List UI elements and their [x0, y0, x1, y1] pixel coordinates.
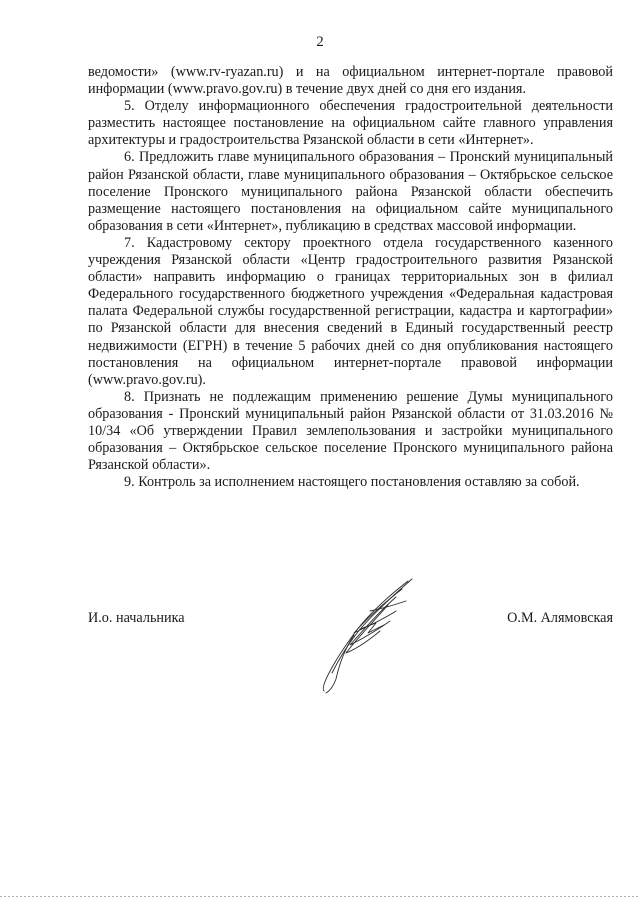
scan-edge-line [0, 896, 640, 897]
paragraph-8: 8. Признать не подлежащим применению решение Думы муниципального образования - Пронский муниципальный район Рязанской области от 31.03.2016 № 10/34 «Об утверждении Правил землепользования и застройки муниципального образования – Октябрьское сельское поселение Пронского муниципального района Рязанской области». [88, 388, 613, 474]
paragraph-7: 7. Кадастровому сектору проектного отдела государственного казенного учреждения Рязанской области «Центр градостроительного развития Рязанской области» направить информацию о границах территориальных зон в филиал Федерального государственного бюджетного учреждения «Федеральная кадастровая палата Федеральной службы государственной регистрации, кадастра и картографии» по Рязанской области для внесения сведений в Единый государственный реестр недвижимости (ЕГРН) в течение 5 рабочих дней со дня опубликования настоящего постановления на официальном интернет-портале правовой информации (www.pravo.gov.ru). [88, 234, 613, 388]
document-body [88, 64, 613, 491]
paragraph-continuation: ведомости» (www.rv-ryazan.ru) и на официальном интернет-портале правовой информации (www.pravo.gov.ru) в течение двух дней со дня его издания. [88, 64, 613, 98]
paragraph-9: 9. Контроль за исполнением настоящего постановления оставляю за собой. [124, 474, 580, 491]
signatory-position: И.о. начальника [88, 610, 185, 626]
page-number: 2 [316, 34, 324, 50]
signatory-name: О.М. Алямовская [507, 610, 613, 626]
handwritten-signature [310, 575, 420, 695]
paragraph-5: 5. Отделу информационного обеспечения градостроительной деятельности разместить настоящее постановление на официальном сайте главного управления архитектуры и градостроительства Рязанской области в сети «Интернет». [88, 98, 613, 149]
paragraph-6: 6. Предложить главе муниципального образования – Пронский муниципальный район Рязанской области, главе муниципального образования – Октябрьское сельское поселение Пронского муниципального района Рязанской области обеспечить размещение настоящего постановления на официальном сайте муниципального образования в сети «Интернет», публикацию в средствах массовой информации. [88, 149, 613, 234]
